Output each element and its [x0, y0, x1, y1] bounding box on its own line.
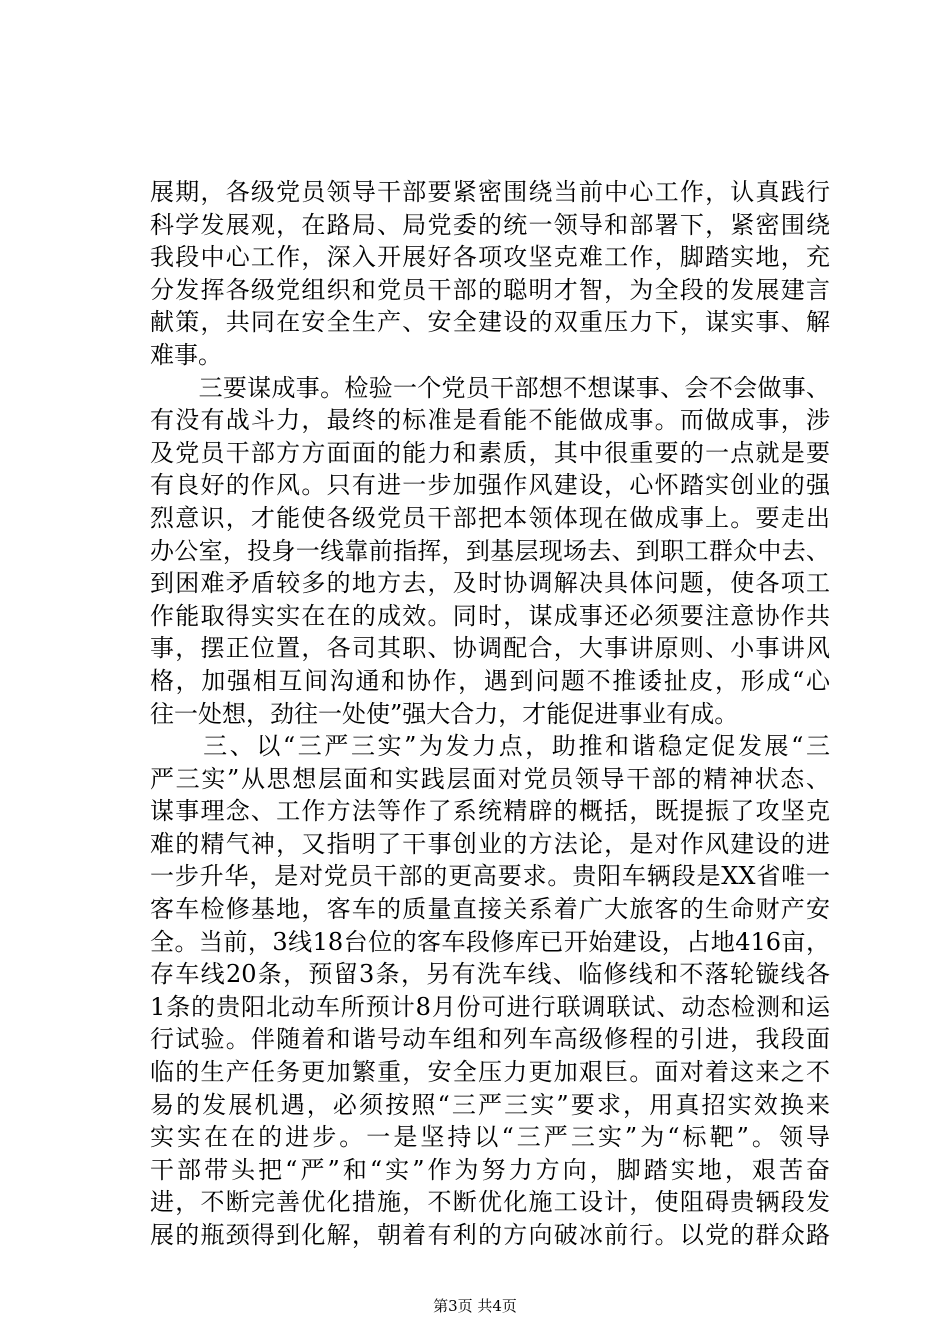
text-line: 到困难矛盾较多的地方去，及时协调解决具体问题，使各项工 — [150, 569, 830, 598]
text-line: 及党员干部方方面面的能力和素质，其中很重要的一点就是要 — [150, 438, 830, 467]
text-line: 往一处想，劲往一处使”强大合力，才能促进事业有成。 — [150, 699, 739, 728]
text-line: 严三实”从思想层面和实践层面对党员领导干部的精神状态、 — [150, 764, 830, 793]
text-line: 1条的贵阳北动车所预计8月份可进行联调联试、动态检测和运 — [150, 992, 830, 1021]
page-number-label: 第3页 共4页 — [433, 1297, 517, 1315]
page-footer — [0, 1297, 950, 1315]
text-line: 展期，各级党员领导干部要紧密围绕当前中心工作，认真践行 — [150, 178, 830, 206]
text-line: 易的发展机遇，必须按照“三严三实”要求，用真招实效换来 — [150, 1090, 830, 1119]
text-line: 一步升华，是对党员干部的更高要求。贵阳车辆段是XX省唯一 — [150, 862, 830, 891]
text-line: 事，摆正位置，各司其职、协调配合，大事讲原则、小事讲风 — [150, 634, 830, 663]
text-line: 全。当前，3线18台位的客车段修库已开始建设，占地416亩， — [150, 927, 830, 956]
text-line: 作能取得实实在在的成效。同时，谋成事还必须要注意协作共 — [150, 601, 830, 630]
text-line: 三要谋成事。检验一个党员干部想不想谋事、会不会做事、 — [150, 373, 830, 402]
text-line: 献策，共同在安全生产、安全建设的双重压力下，谋实事、解 — [150, 308, 830, 337]
text-line: 烈意识，才能使各级党员干部把本领体现在做成事上。要走出 — [150, 503, 830, 532]
text-line: 进，不断完善优化措施，不断优化施工设计，使阻碍贵辆段发 — [150, 1188, 830, 1217]
text-line: 临的生产任务更加繁重，安全压力更加艰巨。面对着这来之不 — [150, 1058, 830, 1087]
text-line: 难事。 — [150, 340, 222, 369]
text-line: 我段中心工作，深入开展好各项攻坚克难工作，脚踏实地，充 — [150, 243, 830, 272]
document-body — [150, 176, 830, 1252]
text-line: 办公室，投身一线靠前指挥，到基层现场去、到职工群众中去、 — [150, 536, 830, 565]
text-line: 分发挥各级党组织和党员干部的聪明才智，为全段的发展建言 — [150, 275, 830, 304]
text-line: 谋事理念、工作方法等作了系统精辟的概括，既提振了攻坚克 — [150, 797, 830, 826]
text-line: 科学发展观，在路局、局党委的统一领导和部署下，紧密围绕 — [150, 210, 830, 239]
text-line: 展的瓶颈得到化解，朝着有利的方向破冰前行。以党的群众路 — [150, 1221, 830, 1249]
text-line: 客车检修基地，客车的质量直接关系着广大旅客的生命财产安 — [150, 895, 830, 924]
text-line: 行试验。伴随着和谐号动车组和列车高级修程的引进，我段面 — [150, 1025, 830, 1054]
text-line: 有良好的作风。只有进一步加强作风建设，心怀踏实创业的强 — [150, 471, 830, 500]
text-line: 有没有战斗力，最终的标准是看能不能做成事。而做成事，涉 — [150, 406, 830, 435]
text-line: 干部带头把“严”和“实”作为努力方向，脚踏实地，艰苦奋 — [150, 1155, 830, 1184]
text-line: 格，加强相互间沟通和协作，遇到问题不推诿扯皮，形成“心 — [150, 666, 830, 695]
text-line: 难的精气神，又指明了干事创业的方法论，是对作风建设的进 — [150, 829, 830, 858]
text-line: 三、以“三严三实”为发力点，助推和谐稳定促发展“三 — [150, 732, 830, 761]
text-line: 实实在在的进步。一是坚持以“三严三实”为“标靶”。领导 — [150, 1123, 830, 1152]
text-line: 存车线20条，预留3条，另有洗车线、临修线和不落轮镟线各 — [150, 960, 830, 989]
